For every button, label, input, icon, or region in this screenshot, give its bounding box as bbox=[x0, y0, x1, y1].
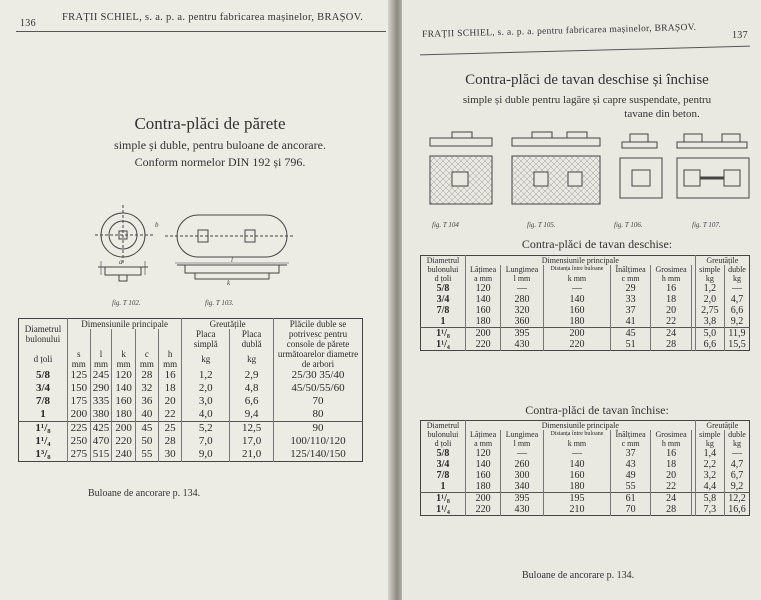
table-cell: 360 bbox=[501, 316, 544, 328]
col-header-length: Lungimea bbox=[501, 430, 544, 439]
table-cell: 55 bbox=[135, 448, 158, 462]
subtitle: simple și duble pentru lagăre și capre suspendate, pentru bbox=[462, 94, 712, 106]
table-cell: 16,6 bbox=[728, 504, 746, 515]
col-header-width: Lățimea bbox=[466, 265, 501, 274]
table-cell: 5/8 bbox=[421, 283, 466, 294]
table-cell: 180 bbox=[112, 408, 136, 422]
col-header-bolt-distance: Distanța între buloane bbox=[543, 265, 610, 274]
unit-label: kg bbox=[695, 439, 724, 448]
table-cell: 70 bbox=[312, 395, 324, 407]
col-header-height: Înălțimea bbox=[611, 265, 651, 274]
unit-label: k mm bbox=[543, 439, 610, 448]
svg-text:l: l bbox=[231, 256, 233, 264]
table-cell: 260 bbox=[501, 459, 544, 470]
col-header-width: Lățimea bbox=[466, 430, 501, 439]
drawing-ceiling-plates bbox=[422, 128, 757, 218]
unit-label: d țoli bbox=[421, 274, 466, 283]
table-cell: 6,7 bbox=[730, 470, 744, 481]
table-cell: 3,0 bbox=[182, 395, 230, 408]
table-cell: 49 bbox=[611, 470, 651, 481]
table-cell: 3/4 bbox=[19, 382, 68, 395]
page-number: 137 bbox=[732, 30, 748, 41]
table-cell: 20 bbox=[158, 395, 181, 408]
table-cell: 120 bbox=[466, 283, 501, 294]
table-cell: 12,2 bbox=[724, 493, 749, 505]
table-cell: 2,0 bbox=[695, 294, 724, 305]
table-row bbox=[19, 382, 363, 395]
table-cell: 12,5 bbox=[230, 422, 274, 436]
open-plates-table bbox=[420, 255, 750, 351]
table-cell: 140 bbox=[112, 382, 136, 395]
col-header-simple: simple bbox=[695, 430, 724, 439]
table-cell: 180 bbox=[466, 316, 501, 328]
col-header-diameter: Diametrul bulonului bbox=[421, 256, 466, 275]
unit-label: c mm bbox=[611, 274, 651, 283]
table-cell: 18 bbox=[651, 294, 692, 305]
table-row bbox=[421, 470, 750, 481]
table-cell: 22 bbox=[651, 481, 692, 493]
table-cell: 33 bbox=[611, 294, 651, 305]
table-cell: 1¹/₈ bbox=[421, 328, 466, 340]
col-header-height: Înălțimea bbox=[611, 430, 651, 439]
subtitle-norms: Conform normelor DIN 192 și 796. bbox=[134, 155, 306, 169]
table-row bbox=[19, 435, 363, 448]
table-cell: 55 bbox=[611, 481, 651, 493]
page-title: Contra-plăci de părete bbox=[134, 114, 286, 133]
table-cell: 6,6 bbox=[230, 395, 274, 408]
table-cell: 45/50/55/60 bbox=[291, 382, 345, 394]
unit-label: d țoli bbox=[19, 349, 68, 369]
page-number: 136 bbox=[20, 18, 36, 29]
table-cell: 20 bbox=[651, 305, 692, 316]
table-cell: 4,7 bbox=[730, 294, 744, 305]
unit-label: kg bbox=[695, 274, 724, 283]
figure-caption: fig. T 102. bbox=[112, 299, 141, 307]
page-header: FRAȚII SCHIEL, s. a. p. a. pentru fabricarea mașinelor, BRAȘOV. bbox=[422, 22, 697, 40]
table-row bbox=[19, 422, 363, 436]
table-cell: 175 bbox=[68, 395, 91, 408]
table-cell: 195 bbox=[543, 493, 610, 505]
table-cell: 1,2 bbox=[182, 369, 230, 382]
table-cell: 290 bbox=[90, 382, 112, 395]
table-cell: 180 bbox=[543, 316, 610, 328]
table-cell: 125 bbox=[68, 369, 91, 382]
col-header-double-plates: Plăcile duble se potrivesc pentru console de părete următoarelor diametre de arbori bbox=[277, 319, 359, 369]
table-cell: 280 bbox=[501, 294, 544, 305]
header-rule bbox=[420, 46, 750, 56]
table-cell: 5/8 bbox=[19, 369, 68, 382]
table-row bbox=[19, 395, 363, 408]
table-cell: 30 bbox=[158, 448, 181, 462]
unit-label: s mm bbox=[68, 349, 91, 369]
col-header-thickness: Grosimea bbox=[651, 265, 692, 274]
table-cell: 1¹/₄ bbox=[421, 504, 466, 516]
figure-caption: fig. T 107. bbox=[692, 221, 721, 229]
table-cell: 37 bbox=[611, 305, 651, 316]
svg-text:a: a bbox=[119, 258, 123, 266]
table-cell: 1,2 bbox=[695, 283, 724, 294]
table-cell: 90 bbox=[274, 422, 363, 436]
table-cell: 160 bbox=[466, 305, 501, 316]
unit-label: a mm bbox=[466, 439, 501, 448]
table-cell: 15,5 bbox=[728, 339, 746, 350]
col-header-dimensions: Dimensiunile principale bbox=[466, 256, 696, 266]
table-row bbox=[421, 448, 750, 459]
table-cell: 100/110/120 bbox=[290, 435, 346, 447]
table-cell: 395 bbox=[501, 328, 544, 340]
table-cell: 380 bbox=[90, 408, 112, 422]
unit-label: kg bbox=[182, 349, 230, 369]
col-header-length: Lungimea bbox=[501, 265, 544, 274]
table-cell: 150 bbox=[68, 382, 91, 395]
table-cell: 80 bbox=[312, 408, 324, 420]
table-cell: — bbox=[501, 448, 544, 459]
table-cell: 6,6 bbox=[695, 339, 724, 351]
table-cell: 120 bbox=[466, 448, 501, 459]
table-row bbox=[421, 339, 750, 351]
table-row bbox=[421, 459, 750, 470]
unit-label: h mm bbox=[651, 439, 692, 448]
figure-caption: fig. T 106. bbox=[614, 221, 643, 229]
table-cell: 45 bbox=[135, 422, 158, 436]
table-cell: 430 bbox=[501, 504, 544, 516]
table-cell: 140 bbox=[543, 459, 610, 470]
table-cell: 21,0 bbox=[230, 448, 274, 462]
table-cell: 200 bbox=[466, 493, 501, 505]
table-cell: 9,2 bbox=[730, 316, 744, 327]
table-cell: 22 bbox=[158, 408, 181, 422]
drawing-wall-plates bbox=[95, 205, 295, 300]
table-row bbox=[421, 481, 750, 493]
col-header-diameter: Diametrul bulonului bbox=[19, 319, 68, 350]
col-header-double: duble bbox=[728, 265, 746, 274]
table-cell: 16 bbox=[651, 448, 692, 459]
table-row bbox=[19, 369, 363, 382]
unit-label: k mm bbox=[543, 274, 610, 283]
table-cell: 140 bbox=[543, 294, 610, 305]
table-cell: 61 bbox=[611, 493, 651, 505]
right-page bbox=[402, 0, 761, 600]
table-cell: 17,0 bbox=[230, 435, 274, 448]
table-cell: 2,9 bbox=[230, 369, 274, 382]
table-cell: — bbox=[543, 448, 610, 459]
table-cell: — bbox=[731, 283, 742, 294]
table-cell: 1³/₈ bbox=[19, 448, 68, 462]
closed-plates-table bbox=[420, 420, 750, 516]
col-header-double: Placa dublă bbox=[230, 329, 274, 349]
table-cell: 20 bbox=[651, 470, 692, 481]
table-cell: 7/8 bbox=[19, 395, 68, 408]
table-cell: 210 bbox=[543, 504, 610, 516]
table-cell: 335 bbox=[90, 395, 112, 408]
table-cell: 1¹/₈ bbox=[421, 493, 466, 505]
table-cell: 200 bbox=[112, 422, 136, 436]
col-header-double: duble bbox=[728, 430, 746, 439]
footer-reference: Buloane de ancorare p. 134. bbox=[88, 488, 201, 499]
table-cell: 220 bbox=[112, 435, 136, 448]
table-cell: 36 bbox=[135, 395, 158, 408]
unit-label: kg bbox=[732, 439, 741, 448]
table-cell: 1¹/₄ bbox=[19, 435, 68, 448]
table-cell: 1 bbox=[421, 481, 466, 493]
table-row bbox=[421, 504, 750, 516]
table-row bbox=[421, 316, 750, 328]
table-cell: — bbox=[731, 448, 742, 459]
table-cell: 24 bbox=[651, 493, 692, 505]
table-cell: 5,8 bbox=[695, 493, 724, 505]
page-title: Contra-plăci de tavan deschise și închise bbox=[465, 72, 709, 88]
unit-label: c mm bbox=[135, 349, 158, 369]
table-cell: 5/8 bbox=[421, 448, 466, 459]
col-header-simple: Placa simplă bbox=[182, 329, 230, 349]
unit-label: h mm bbox=[651, 274, 692, 283]
table-cell: 340 bbox=[501, 481, 544, 493]
figure-caption: fig. T 104 bbox=[432, 221, 459, 229]
table-cell: 160 bbox=[543, 305, 610, 316]
table-cell: 120 bbox=[112, 369, 136, 382]
table-cell: 51 bbox=[611, 339, 651, 351]
table-cell: 140 bbox=[466, 294, 501, 305]
table-cell: 1,4 bbox=[695, 448, 724, 459]
table-cell: 5,2 bbox=[182, 422, 230, 436]
table-cell: 28 bbox=[651, 339, 692, 351]
table-cell: 220 bbox=[543, 339, 610, 351]
table-row bbox=[19, 408, 363, 422]
table-cell: 225 bbox=[68, 422, 91, 436]
table-cell: 430 bbox=[501, 339, 544, 351]
table-cell: 9,0 bbox=[182, 448, 230, 462]
unit-label: c mm bbox=[611, 439, 651, 448]
table-cell: 1¹/₈ bbox=[19, 422, 68, 436]
table-cell: 18 bbox=[158, 382, 181, 395]
table-cell: 4,8 bbox=[230, 382, 274, 395]
table-cell: 320 bbox=[501, 305, 544, 316]
unit-label: h mm bbox=[158, 349, 181, 369]
table-cell: 4,0 bbox=[182, 408, 230, 422]
table-cell: 220 bbox=[466, 504, 501, 516]
table-cell: 515 bbox=[90, 448, 112, 462]
col-header-weights: Greutățile bbox=[706, 421, 739, 430]
table-cell: 160 bbox=[112, 395, 136, 408]
page-header: FRAȚII SCHIEL, s. a. p. a. pentru fabricarea mașinelor, BRAȘOV. bbox=[62, 12, 364, 23]
table-cell: 29 bbox=[611, 283, 651, 294]
figure-caption: fig. T 103. bbox=[205, 299, 234, 307]
table-cell: 16 bbox=[651, 283, 692, 294]
footer-reference: Buloane de ancorare p. 134. bbox=[522, 570, 635, 581]
unit-label: l mm bbox=[90, 349, 112, 369]
table-title-open: Contra-plăci de tavan deschise: bbox=[521, 237, 673, 251]
table-cell: 7,0 bbox=[182, 435, 230, 448]
table-cell: 240 bbox=[112, 448, 136, 462]
table-cell: 9,2 bbox=[730, 481, 744, 492]
unit-label: l mm bbox=[501, 274, 544, 283]
subtitle: simple și duble, pentru buloane de ancorare. bbox=[114, 138, 326, 152]
table-cell: 25 bbox=[158, 422, 181, 436]
unit-label: k mm bbox=[112, 349, 136, 369]
subtitle-continued: tavane din beton. bbox=[624, 108, 700, 120]
col-header-dimensions: Dimensiunile principale bbox=[466, 421, 696, 431]
table-cell: 275 bbox=[68, 448, 91, 462]
table-cell: 11,9 bbox=[724, 328, 749, 340]
table-cell: 425 bbox=[90, 422, 112, 436]
wall-plates-table bbox=[18, 318, 363, 462]
table-cell: 200 bbox=[466, 328, 501, 340]
table-cell: 220 bbox=[466, 339, 501, 351]
table-cell: 4,7 bbox=[730, 459, 744, 470]
table-cell: 3/4 bbox=[421, 294, 466, 305]
col-header-diameter: Diametrul bulonului bbox=[421, 421, 466, 440]
table-cell: 1 bbox=[421, 316, 466, 328]
unit-label: d țoli bbox=[421, 439, 466, 448]
table-row bbox=[421, 493, 750, 505]
table-cell: 160 bbox=[466, 470, 501, 481]
col-header-weights: Greutățile bbox=[182, 319, 274, 330]
table-cell: 250 bbox=[68, 435, 91, 448]
table-cell: 4,4 bbox=[695, 481, 724, 493]
table-cell: 395 bbox=[501, 493, 544, 505]
svg-text:k: k bbox=[227, 279, 231, 287]
table-cell: 41 bbox=[611, 316, 651, 328]
unit-label: l mm bbox=[501, 439, 544, 448]
table-cell: 125/140/150 bbox=[290, 448, 346, 460]
table-cell: 43 bbox=[611, 459, 651, 470]
table-cell: 7,3 bbox=[695, 504, 724, 516]
table-cell: 45 bbox=[611, 328, 651, 340]
table-cell: — bbox=[543, 283, 610, 294]
table-cell: 1 bbox=[19, 408, 68, 422]
table-cell: 140 bbox=[466, 459, 501, 470]
table-cell: 18 bbox=[651, 459, 692, 470]
table-row bbox=[421, 294, 750, 305]
table-cell: 16 bbox=[158, 369, 181, 382]
table-cell: 70 bbox=[611, 504, 651, 516]
table-row bbox=[421, 283, 750, 294]
unit-label: kg bbox=[230, 349, 274, 369]
table-row bbox=[421, 328, 750, 340]
table-cell: 180 bbox=[466, 481, 501, 493]
col-header-dimensions: Dimensiunile principale bbox=[68, 319, 182, 330]
table-cell: 5,0 bbox=[695, 328, 724, 340]
table-cell: 1¹/₄ bbox=[421, 339, 466, 351]
table-cell: 24 bbox=[651, 328, 692, 340]
table-cell: 180 bbox=[543, 481, 610, 493]
svg-text:b: b bbox=[155, 221, 159, 229]
table-cell: 3,8 bbox=[695, 316, 724, 328]
unit-label: kg bbox=[732, 274, 741, 283]
table-cell: 2,75 bbox=[695, 305, 724, 316]
table-cell: 9,4 bbox=[230, 408, 274, 422]
table-cell: 28 bbox=[135, 369, 158, 382]
table-cell: 7/8 bbox=[421, 305, 466, 316]
col-header-bolt-distance: Distanța între buloane bbox=[543, 430, 610, 439]
table-title-closed: Contra-plăci de tavan închise: bbox=[525, 403, 669, 417]
table-cell: 32 bbox=[135, 382, 158, 395]
table-cell: 3,2 bbox=[695, 470, 724, 481]
table-cell: 245 bbox=[90, 369, 112, 382]
figure-caption: fig. T 105. bbox=[527, 221, 556, 229]
col-header-weights: Greutățile bbox=[706, 256, 739, 265]
table-cell: 3/4 bbox=[421, 459, 466, 470]
table-row bbox=[421, 305, 750, 316]
table-cell: 200 bbox=[543, 328, 610, 340]
table-cell: 2,0 bbox=[182, 382, 230, 395]
header-rule bbox=[16, 31, 386, 32]
table-cell: 25/30 35/40 bbox=[291, 369, 345, 381]
table-cell: 200 bbox=[68, 408, 91, 422]
table-cell: 37 bbox=[611, 448, 651, 459]
table-cell: 160 bbox=[543, 470, 610, 481]
table-cell: 50 bbox=[135, 435, 158, 448]
table-row bbox=[19, 448, 363, 462]
table-cell: — bbox=[501, 283, 544, 294]
table-cell: 28 bbox=[651, 504, 692, 516]
col-header-thickness: Grosimea bbox=[651, 430, 692, 439]
table-cell: 470 bbox=[90, 435, 112, 448]
table-cell: 22 bbox=[651, 316, 692, 328]
col-header-simple: simple bbox=[695, 265, 724, 274]
table-cell: 40 bbox=[135, 408, 158, 422]
table-cell: 300 bbox=[501, 470, 544, 481]
unit-label: a mm bbox=[466, 274, 501, 283]
table-cell: 28 bbox=[158, 435, 181, 448]
table-cell: 6,6 bbox=[730, 305, 744, 316]
table-cell: 7/8 bbox=[421, 470, 466, 481]
table-cell: 2,2 bbox=[695, 459, 724, 470]
